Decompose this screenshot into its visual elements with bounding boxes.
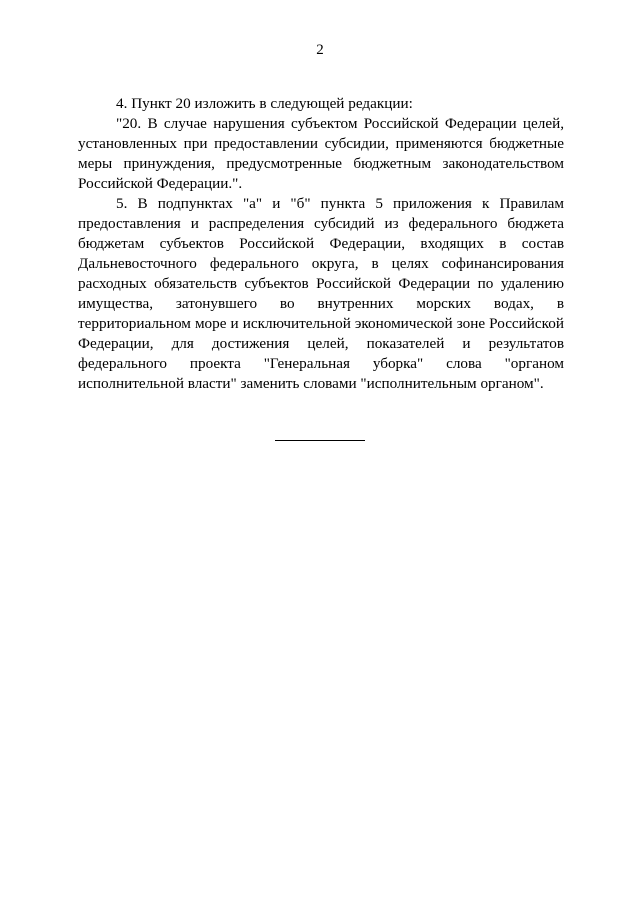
paragraph-item-5: 5. В подпунктах "а" и "б" пункта 5 приложения к Правилам предоставления и распределения субсидий из федерального бюджета бюджетам субъектов Российской Федерации, входящих в состав Дальневосточного федерального округа, в целях софинансирования расходных обязательств субъектов Российской Федерации по удалению имущества, затонувшего во внутренних морских водах, в территориальном море и исключительной экономической зоне Российской Федерации, для достижения целей, показателей и результатов федерального проекта "Генеральная уборка" слова "органом исполнительной власти" заменить словами "исполнительным органом". [78,195,564,392]
paragraph-quoted-item-20: "20. В случае нарушения субъектом Российской Федерации целей, установленных при предоставлении субсидии, применяются бюджетные меры принуждения, предусмотренные бюджетным законодательством Российской Федерации.". [78,115,564,192]
paragraph-item-4: 4. Пункт 20 изложить в следующей редакции: [116,95,413,112]
page-number: 2 [316,42,324,58]
document-body [78,94,564,394]
end-separator-line [275,440,365,441]
